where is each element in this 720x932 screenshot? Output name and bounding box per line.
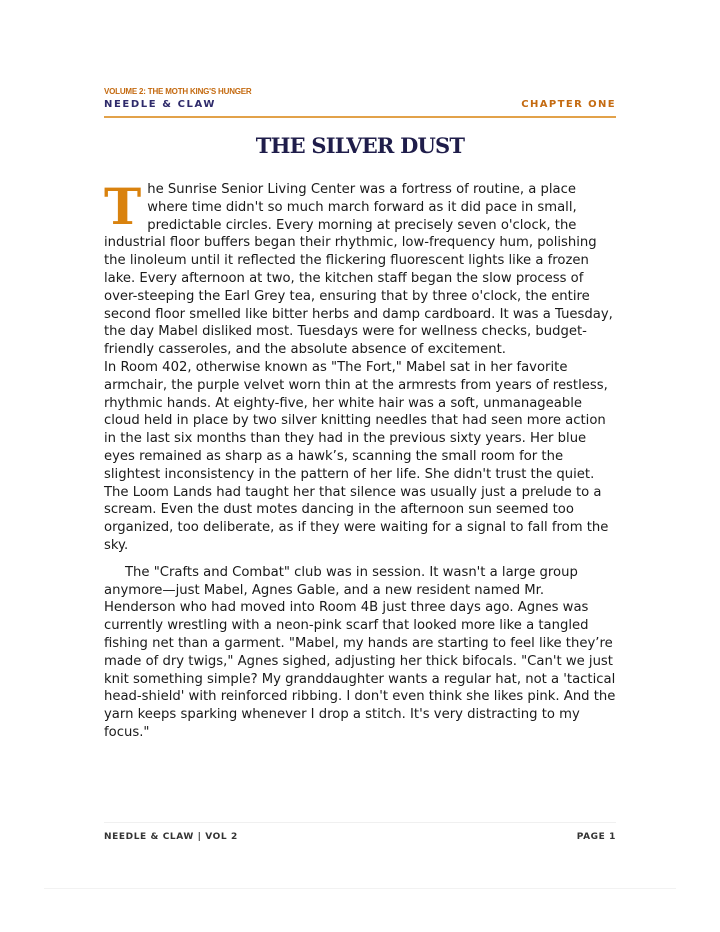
- page-bottom-divider: [44, 888, 676, 889]
- running-header: [104, 99, 616, 113]
- book-title: NEEDLE & CLAW: [104, 99, 217, 110]
- header-divider: [104, 116, 616, 118]
- footer-book-info: NEEDLE & CLAW | VOL 2: [104, 832, 238, 842]
- paragraph-1-text: he Sunrise Senior Living Center was a fortress of routine, a place where time didn't so much march forward as it did pace in small, predictable circles. Every morning at precisely seven o'clock, the industrial floor buffers began their rhythmic, low-frequency hum, polishing the linoleum until it reflected the flickering fluorescent lights like a frozen lake. Every afternoon at two, the kitchen staff began the slow process of over-steeping the Earl Grey tea, ensuring that by three o'clock, the entire second floor smelled like bitter herbs and damp cardboard. It was a Tuesday, the day Mabel disliked most. Tuesdays were for wellness checks, budget-friendly casseroles, and the absolute absence of excitement.: [104, 182, 613, 358]
- paragraph-1: [104, 177, 616, 359]
- book-page: [104, 0, 616, 932]
- drop-cap: T: [104, 177, 142, 236]
- chapter-title: THE SILVER DUST: [255, 133, 465, 158]
- paragraph-3: The "Crafts and Combat" club was in session. It wasn't a large group anymore—just Mabel, Agnes Gable, and a new resident named Mr. Henderson who had moved into Room 4B just three days ago. Agnes was currently wrestling with a neon-pink scarf that looked more like a tangled fishing net than a garment. "Mabel, my hands are starting to feel like they’re made of dry twigs," Agnes sighed, adjusting her thick bifocals. "Can't we just knit something simple? My granddaughter wants a regular hat, not a 'tactical head-shield' with reinforced ribbing. I don't even think she likes pink. And the yarn keeps sparking whenever I drop a stitch. It's very distracting to my focus.": [104, 564, 616, 740]
- paragraph-2: In Room 402, otherwise known as "The Fort," Mabel sat in her favorite armchair, the purple velvet worn thin at the armrests from years of restless, rhythmic hands. At eighty-five, her white hair was a soft, unmanageable cloud held in place by two silver knitting needles that had seen more action in the last six months than they had in the previous sixty years. Her blue eyes remained as sharp as a hawk’s, scanning the small room for the slightest inconsistency in the pattern of her life. She didn't trust the quiet. The Loom Lands had taught her that silence was usually just a prelude to a scream. Even the dust motes dancing in the afternoon sun seemed too organized, too deliberate, as if they were waiting for a signal to fall from the sky.: [104, 359, 609, 553]
- volume-subtitle: VOLUME 2: THE MOTH KING'S HUNGER: [104, 87, 252, 96]
- page-number: PAGE 1: [576, 832, 616, 842]
- chapter-label: CHAPTER ONE: [521, 99, 616, 110]
- chapter-body: [104, 177, 616, 742]
- footer-divider: [104, 822, 616, 823]
